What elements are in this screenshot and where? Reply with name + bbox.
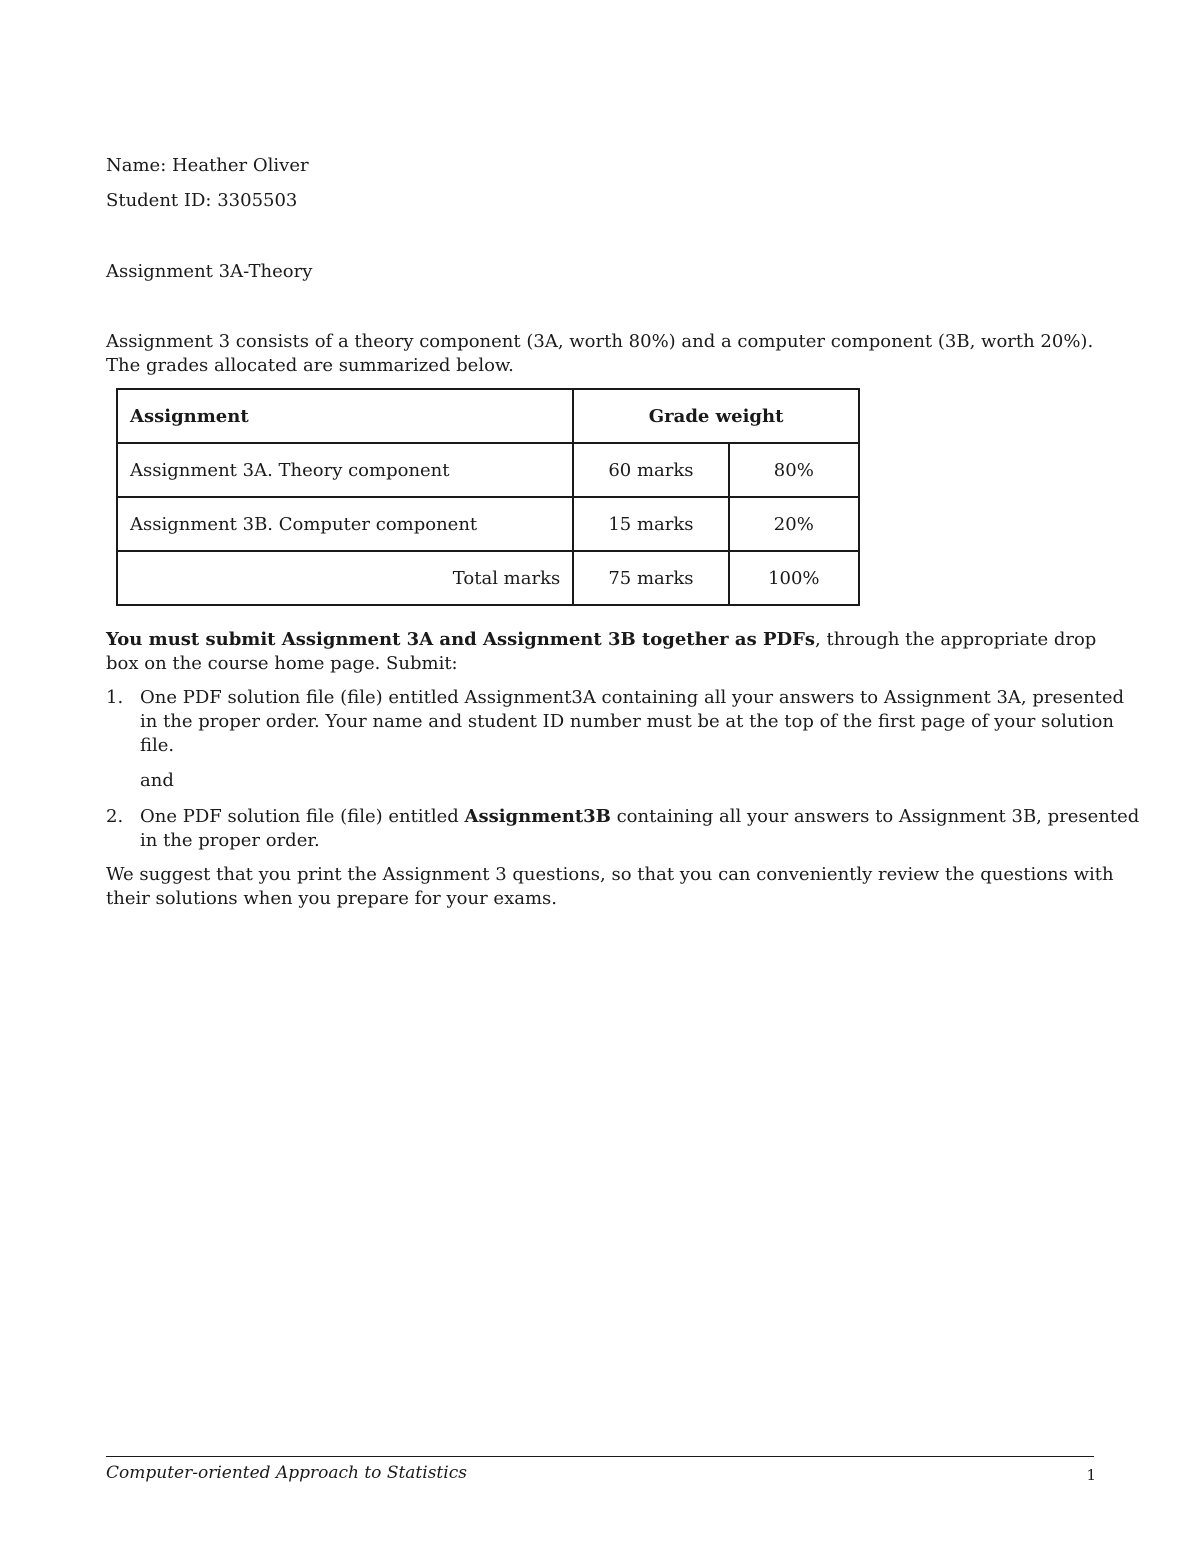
page-number: 1 [1086, 1466, 1096, 1484]
closing-paragraph [106, 863, 1114, 911]
submit-rest: , through the appropriate drop [815, 629, 1097, 650]
total-label: Total marks [117, 551, 573, 605]
row-percent: 20% [729, 497, 859, 551]
list-item-bold: Assignment3B [464, 806, 611, 827]
list-item-text [140, 686, 1125, 758]
footer-title: Computer-oriented Approach to Statistics [106, 1463, 467, 1483]
list-item-line: in the proper order. Your name and student ID number must be at the top of the first page of your solution [140, 711, 1114, 732]
total-percent: 100% [729, 551, 859, 605]
list-item-line: file. [140, 735, 175, 756]
student-id: Student ID: 3305503 [106, 190, 298, 211]
student-name: Name: Heather Oliver [106, 155, 309, 176]
header-assignment: Assignment [117, 389, 573, 443]
list-number: 2. [106, 806, 124, 827]
and-text: and [140, 770, 174, 791]
total-marks: 75 marks [573, 551, 728, 605]
row-percent: 80% [729, 443, 859, 497]
submit-paragraph [106, 628, 1096, 676]
list-item-line: One PDF solution file (file) entitled Assignment3A containing all your answers to Assignment 3A, presented [140, 687, 1125, 708]
intro-line-2: The grades allocated are summarized below. [106, 355, 514, 376]
list-item-pre: One PDF solution file (file) entitled [140, 806, 465, 827]
table-header-row [117, 389, 859, 443]
list-item [106, 686, 1125, 758]
intro-line-1: Assignment 3 consists of a theory component (3A, worth 80%) and a computer component (3B, worth 20%). [106, 331, 1094, 352]
list-item-post: containing all your answers to Assignment 3B, presented [610, 806, 1140, 827]
list-item-line: in the proper order. [140, 830, 320, 851]
footer-divider [106, 1456, 1094, 1457]
grade-table [116, 388, 860, 606]
row-label: Assignment 3A. Theory component [117, 443, 573, 497]
closing-line-1: We suggest that you print the Assignment 3 questions, so that you can conveniently review the questions with [106, 864, 1114, 885]
intro-paragraph [106, 330, 1096, 378]
submit-emphasis: You must submit Assignment 3A and Assignment 3B together as PDFs [106, 629, 816, 650]
list-item-line [140, 805, 1140, 829]
table-total-row [117, 551, 859, 605]
list-item [106, 805, 1140, 853]
header-grade-weight: Grade weight [573, 389, 859, 443]
row-marks: 60 marks [573, 443, 728, 497]
row-marks: 15 marks [573, 497, 728, 551]
closing-line-2: their solutions when you prepare for your exams. [106, 888, 557, 909]
table-row [117, 443, 859, 497]
submit-line-1 [106, 628, 1096, 652]
list-item-text [140, 805, 1140, 853]
table-row [117, 497, 859, 551]
assignment-title: Assignment 3A-Theory [106, 261, 313, 282]
list-number: 1. [106, 687, 124, 708]
row-label: Assignment 3B. Computer component [117, 497, 573, 551]
submit-line-2: box on the course home page. Submit: [106, 653, 458, 674]
